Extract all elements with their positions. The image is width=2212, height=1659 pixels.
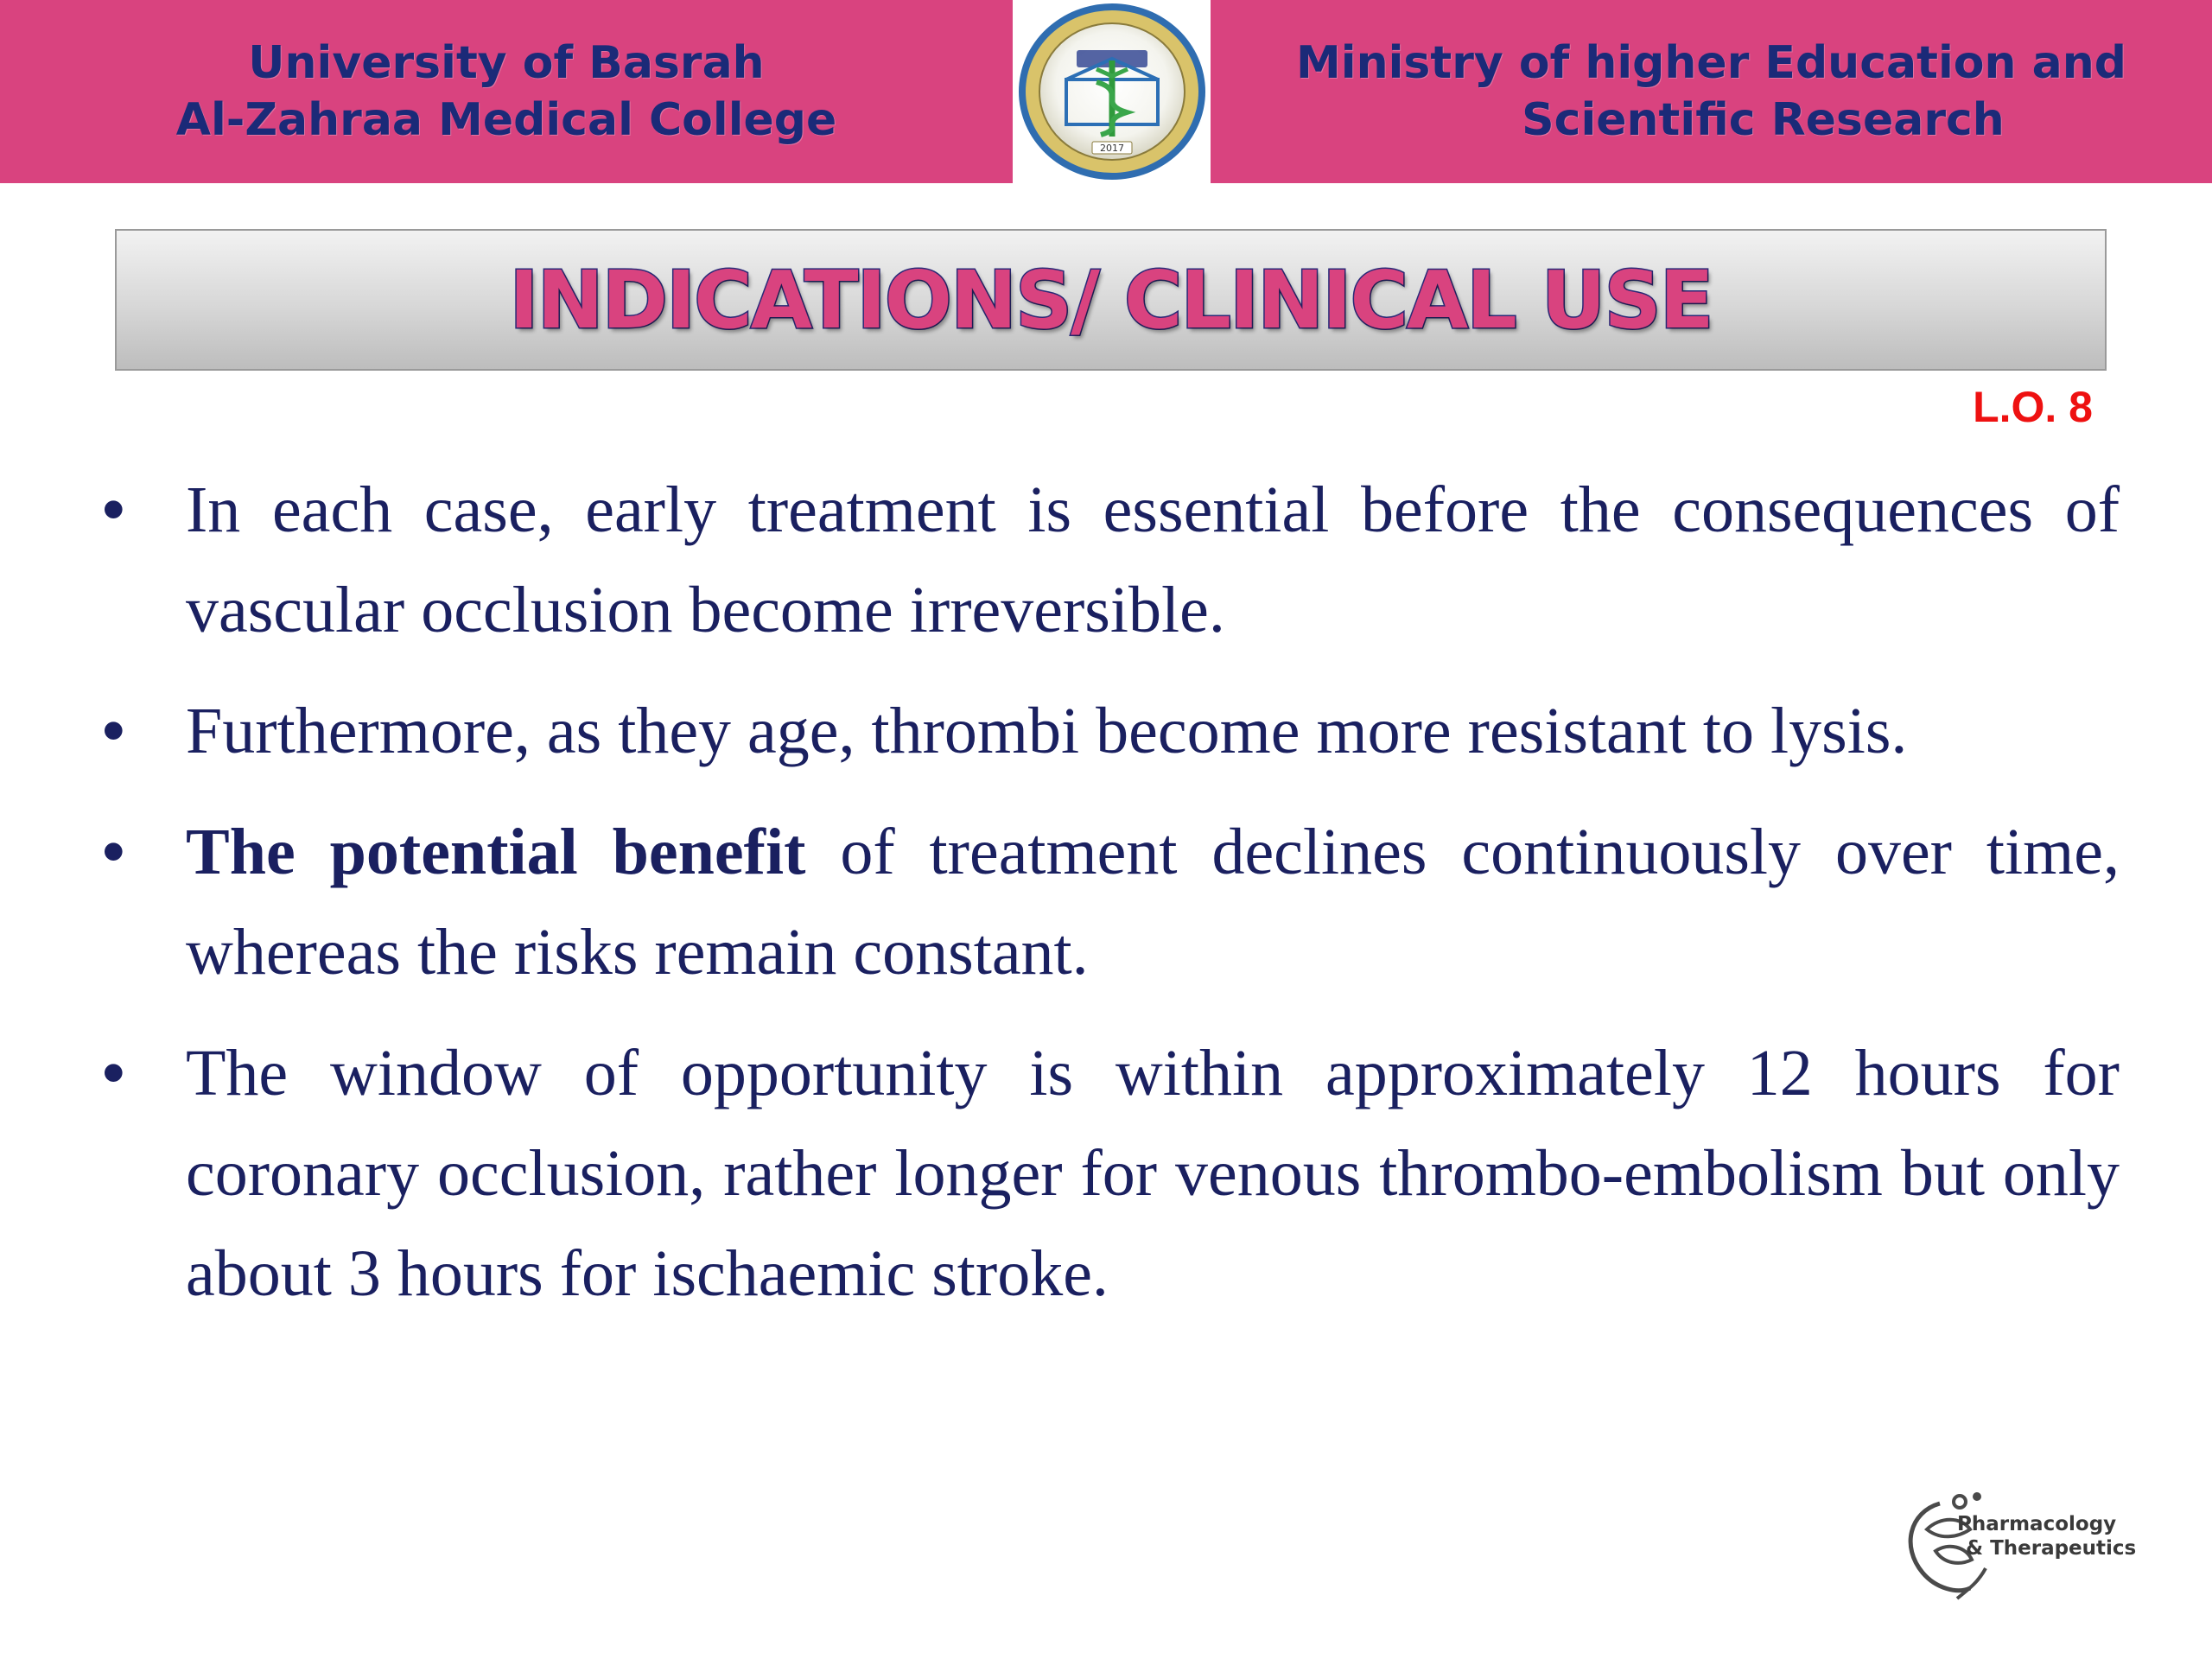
ministry-name-cont: Scientific Research bbox=[1522, 94, 2005, 146]
bullet-item bbox=[102, 1023, 2120, 1324]
ministry-name: Ministry of higher Education and bbox=[1296, 37, 2126, 89]
university-name: University of Basrah bbox=[248, 37, 765, 89]
bullet-item bbox=[102, 681, 2120, 781]
bullet-text: In each case, early treatment is essential before the consequences of vascular occlusion become irreversible. bbox=[186, 474, 2120, 646]
bullet-item bbox=[102, 802, 2120, 1002]
slide-title-bar bbox=[115, 229, 2107, 371]
bullet-item bbox=[102, 460, 2120, 660]
bullet-dot-icon: • bbox=[102, 1036, 125, 1109]
bullet-text: The window of opportunity is within approximately 12 hours for coronary occlusion, rather longer for venous thrombo-embolism but only about 3 hours for ischaemic stroke. bbox=[186, 1037, 2120, 1310]
college-seal-icon bbox=[1014, 0, 1210, 183]
pharm-line2: & Therapeutics bbox=[1966, 1537, 2137, 1560]
header-left-band bbox=[0, 0, 1013, 183]
header-right-band bbox=[1211, 0, 2212, 183]
slide-title: INDICATIONS/ CLINICAL USE bbox=[509, 253, 1713, 346]
bullet-dot-icon: • bbox=[102, 815, 125, 888]
bullet-text: Furthermore, as they age, thrombi become more resistant to lysis. bbox=[186, 695, 1908, 767]
svg-text:2017: 2017 bbox=[1099, 143, 1124, 154]
bullet-bold: The potential benefit bbox=[186, 816, 806, 888]
learning-objective-label: L.O. 8 bbox=[1973, 383, 2093, 431]
bullet-list bbox=[102, 460, 2120, 1344]
bullet-text: of treatment declines continuously over time, whereas the risks remain constant. bbox=[186, 816, 2120, 988]
college-name: Al-Zahraa Medical College bbox=[175, 94, 837, 146]
bullet-dot-icon: • bbox=[102, 694, 125, 767]
pharmacology-logo-text bbox=[1957, 1512, 2136, 1560]
pharm-line1: Pharmacology bbox=[1957, 1513, 2117, 1535]
bullet-dot-icon: • bbox=[102, 473, 125, 546]
college-logo bbox=[1013, 0, 1211, 183]
